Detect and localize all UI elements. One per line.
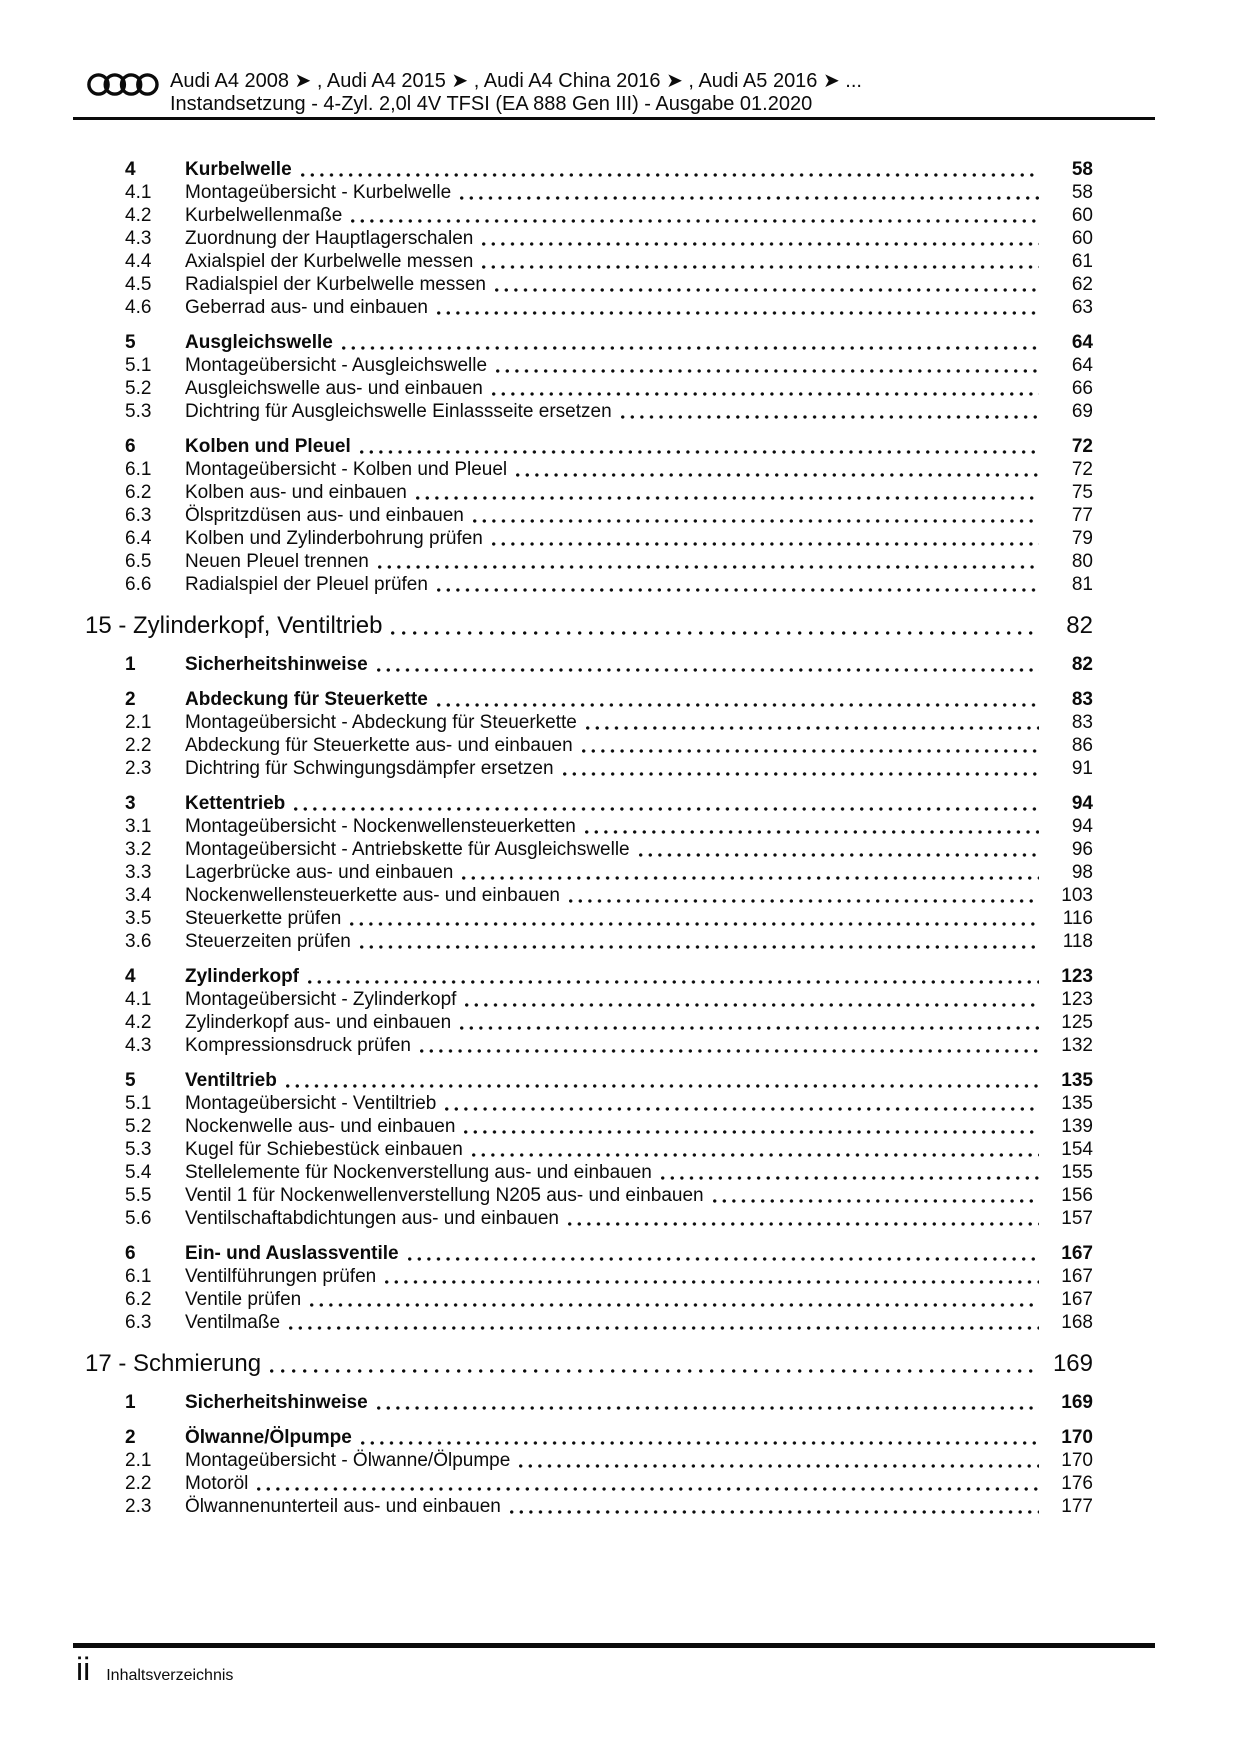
toc-entry-title: Zylinderkopf [185,966,300,987]
toc-entry-number: 6.5 [125,551,152,572]
toc-entry-title: Ausgleichswelle [185,332,333,353]
toc-row [85,815,1093,838]
toc-entry-number: 6.2 [125,482,152,503]
dot-leader [492,377,1039,400]
dot-leader [377,653,1039,676]
dot-leader [472,1138,1039,1161]
toc-entry-page: 167 [1061,1289,1093,1310]
toc-row [85,792,1093,815]
audi-rings-icon [87,71,159,98]
toc-entry-title: Ventilführungen prüfen [185,1266,377,1287]
toc-entry-page: 94 [1071,793,1093,814]
dot-leader [482,250,1039,273]
toc-entry-title: Montageübersicht - Ausgleichswelle [185,355,488,376]
toc-entry-title: Ein- und Auslassventile [185,1243,399,1264]
dot-leader [310,1288,1039,1311]
dot-leader [661,1161,1039,1184]
toc-row [85,611,1093,641]
toc-entry-title: Dichtring für Ausgleichswelle Einlassseite ersetzen [185,401,612,422]
toc-entry-number: 4.2 [125,1012,152,1033]
toc-entry-page: 156 [1061,1185,1093,1206]
toc-row [85,907,1093,930]
dot-leader [378,550,1039,573]
toc-entry-number: 3.2 [125,839,152,860]
toc-row [85,1242,1093,1265]
toc-entry-page: 62 [1071,274,1093,295]
header-divider [73,117,1155,120]
toc-row [85,965,1093,988]
toc-row [85,1472,1093,1495]
toc-row [85,273,1093,296]
toc-entry-title: Neuen Pleuel trennen [185,551,369,572]
dot-leader [460,1011,1039,1034]
toc-entry-number: 4.3 [125,228,152,249]
toc-entry-page: 81 [1071,574,1093,595]
dot-leader [510,1495,1039,1518]
dot-leader [437,688,1039,711]
toc-row [85,861,1093,884]
toc-entry-title: Kompressionsdruck prüfen [185,1035,411,1056]
toc-entry-title: Montageübersicht - Antriebskette für Ausgleichswelle [185,839,630,860]
toc-entry-title: Ölwannenunterteil aus- und einbauen [185,1496,501,1517]
toc-entry-page: 58 [1071,182,1093,203]
dot-leader [437,573,1039,596]
toc-entry-page: 58 [1071,159,1093,180]
toc-entry-number: 6.1 [125,1266,152,1287]
dot-leader [519,1449,1039,1472]
toc-entry-title: Montageübersicht - Nockenwellensteuerketten [185,816,576,837]
toc-row [85,481,1093,504]
toc-entry-title: Stellelemente für Nockenverstellung aus- und einbauen [185,1162,652,1183]
toc-entry-number: 4.1 [125,989,152,1010]
toc-entry-number: 5.6 [125,1208,152,1229]
dot-leader [416,481,1039,504]
toc-row [85,1011,1093,1034]
toc-entry-title: Zuordnung der Hauptlagerschalen [185,228,474,249]
toc-entry-number: 6.3 [125,505,152,526]
toc-entry-page: 77 [1071,505,1093,526]
footer-section-label: Inhaltsverzeichnis [106,1667,234,1684]
dot-leader [289,1311,1039,1334]
toc-entry-number: 5.2 [125,1116,152,1137]
toc-row [85,400,1093,423]
dot-leader [308,965,1039,988]
dot-leader [585,815,1039,838]
dot-leader [408,1242,1039,1265]
toc-entry-title: Sicherheitshinweise [185,1392,368,1413]
toc-entry-page: 83 [1071,712,1093,733]
toc-entry-title: Ventil 1 für Nockenwellenverstellung N205 aus- und einbauen [185,1185,704,1206]
dot-leader [495,273,1039,296]
toc-entry-number: 1 [125,654,136,675]
toc-row [85,884,1093,907]
toc-row [85,1092,1093,1115]
toc-entry-title: Ventiltrieb [185,1070,277,1091]
toc-entry-title: Radialspiel der Kurbelwelle messen [185,274,486,295]
toc-entry-number: 3.3 [125,862,152,883]
page-footer [76,1652,233,1686]
dot-leader [462,861,1039,884]
toc-entry-title: 15 - Zylinderkopf, Ventiltrieb [85,612,383,639]
toc-entry-number: 3.6 [125,931,152,952]
toc-entry-page: 64 [1071,332,1093,353]
toc-row [85,296,1093,319]
toc-row [85,527,1093,550]
toc-row [85,181,1093,204]
toc-entry-number: 5 [125,1070,136,1091]
toc-entry-number: 6.2 [125,1289,152,1310]
toc-entry-page: 169 [1061,1392,1093,1413]
toc-entry-title: Ventile prüfen [185,1289,302,1310]
toc-row [85,1161,1093,1184]
toc-entry-page: 132 [1061,1035,1093,1056]
toc-entry-page: 169 [1052,1350,1093,1377]
toc-entry-page: 72 [1071,459,1093,480]
toc-entry-title: Steuerkette prüfen [185,908,342,929]
toc-row [85,1495,1093,1518]
toc-entry-page: 168 [1061,1312,1093,1333]
toc-row [85,930,1093,953]
toc-row [85,734,1093,757]
toc-entry-title: Kettentrieb [185,793,286,814]
toc-entry-title: Ventilmaße [185,1312,281,1333]
toc-entry-title: Montageübersicht - Kurbelwelle [185,182,452,203]
dot-leader [420,1034,1039,1057]
toc-entry-page: 170 [1061,1427,1093,1448]
toc-entry-number: 4.3 [125,1035,152,1056]
toc-entry-number: 5.3 [125,401,152,422]
toc-entry-number: 6.6 [125,574,152,595]
toc-entry-page: 135 [1061,1093,1093,1114]
toc-entry-number: 4 [125,966,136,987]
toc-row [85,1265,1093,1288]
toc-entry-title: Montageübersicht - Ölwanne/Ölpumpe [185,1450,511,1471]
toc-entry-page: 72 [1071,436,1093,457]
dot-leader [385,1265,1039,1288]
toc-entry-title: Kurbelwellenmaße [185,205,343,226]
toc-entry-title: Ölspritzdüsen aus- und einbauen [185,505,464,526]
dot-leader [294,792,1039,815]
toc-entry-title: Montageübersicht - Abdeckung für Steuerkette [185,712,577,733]
toc-entry-title: Abdeckung für Steuerkette [185,689,428,710]
toc-entry-page: 116 [1062,908,1093,929]
toc-entry-number: 5.2 [125,378,152,399]
toc-entry-page: 82 [1066,612,1093,639]
toc-row [85,458,1093,481]
toc-entry-number: 5.3 [125,1139,152,1160]
toc-entry-title: Ausgleichswelle aus- und einbauen [185,378,483,399]
toc-row [85,158,1093,181]
dot-leader [582,734,1039,757]
dot-leader [377,1391,1039,1414]
toc-entry-page: 96 [1071,839,1093,860]
toc-entry-number: 3.4 [125,885,152,906]
dot-leader [492,527,1039,550]
toc-entry-page: 64 [1071,355,1093,376]
toc-row [85,757,1093,780]
toc-entry-number: 4.5 [125,274,152,295]
toc-entry-title: Motoröl [185,1473,249,1494]
table-of-contents [85,146,1093,1518]
toc-row [85,504,1093,527]
toc-row [85,1311,1093,1334]
toc-entry-page: 83 [1071,689,1093,710]
dot-leader [257,1472,1039,1495]
toc-entry-title: Kugel für Schiebestück einbauen [185,1139,463,1160]
toc-row [85,573,1093,596]
toc-entry-title: 17 - Schmierung [85,1350,262,1377]
toc-entry-number: 4 [125,159,136,180]
header-subtitle-line: Instandsetzung - 4-Zyl. 2,0l 4V TFSI (EA 888 Gen III) - Ausgabe 01.2020 [170,93,813,115]
toc-row [85,1069,1093,1092]
toc-entry-title: Zylinderkopf aus- und einbauen [185,1012,452,1033]
toc-entry-number: 5 [125,332,136,353]
toc-row [85,1288,1093,1311]
toc-entry-page: 98 [1071,862,1093,883]
toc-row [85,1426,1093,1449]
dot-leader [586,711,1039,734]
toc-entry-page: 66 [1071,378,1093,399]
footer-divider [73,1643,1155,1648]
toc-row [85,250,1093,273]
toc-entry-page: 60 [1071,228,1093,249]
toc-row [85,1349,1093,1379]
toc-entry-number: 5.1 [125,1093,152,1114]
toc-entry-page: 135 [1061,1070,1093,1091]
toc-row [85,711,1093,734]
toc-entry-page: 103 [1061,885,1093,906]
toc-entry-page: 61 [1071,251,1093,272]
toc-entry-page: 157 [1061,1208,1093,1229]
toc-row [85,653,1093,676]
toc-row [85,1034,1093,1057]
toc-entry-title: Steuerzeiten prüfen [185,931,351,952]
toc-entry-page: 139 [1061,1116,1093,1137]
toc-entry-number: 2.3 [125,1496,152,1517]
toc-entry-title: Sicherheitshinweise [185,654,368,675]
toc-row [85,688,1093,711]
toc-entry-title: Kolben und Pleuel [185,436,351,457]
toc-entry-page: 91 [1071,758,1093,779]
toc-entry-title: Kolben und Zylinderbohrung prüfen [185,528,483,549]
dot-leader [360,435,1039,458]
toc-entry-number: 5.5 [125,1185,152,1206]
dot-leader [569,884,1039,907]
toc-entry-number: 2 [125,689,136,710]
dot-leader [563,757,1039,780]
toc-row [85,435,1093,458]
dot-leader [482,227,1039,250]
toc-entry-number: 6.1 [125,459,152,480]
toc-entry-number: 2.2 [125,1473,152,1494]
toc-entry-number: 5.1 [125,355,152,376]
toc-entry-number: 5.4 [125,1162,152,1183]
toc-entry-title: Lagerbrücke aus- und einbauen [185,862,454,883]
header-text [170,70,862,116]
toc-entry-number: 4.2 [125,205,152,226]
toc-entry-page: 82 [1071,654,1093,675]
toc-row [85,204,1093,227]
toc-entry-number: 3 [125,793,136,814]
toc-entry-number: 2.2 [125,735,152,756]
dot-leader [496,354,1039,377]
dot-leader [350,907,1039,930]
toc-entry-number: 6 [125,436,136,457]
dot-leader [361,1426,1039,1449]
toc-row [85,354,1093,377]
toc-entry-page: 167 [1061,1243,1093,1264]
toc-entry-number: 3.1 [125,816,152,837]
dot-leader [286,1069,1039,1092]
toc-entry-page: 177 [1061,1496,1093,1517]
toc-entry-page: 154 [1061,1139,1093,1160]
toc-entry-page: 123 [1061,966,1093,987]
toc-entry-page: 94 [1071,816,1093,837]
toc-row [85,838,1093,861]
toc-entry-number: 1 [125,1392,136,1413]
toc-entry-page: 69 [1071,401,1093,422]
dot-leader [301,158,1039,181]
toc-row [85,1115,1093,1138]
dot-leader [391,611,1039,641]
toc-row [85,1184,1093,1207]
toc-entry-title: Kolben aus- und einbauen [185,482,407,503]
toc-row [85,1391,1093,1414]
toc-row [85,1207,1093,1230]
toc-entry-page: 80 [1071,551,1093,572]
toc-entry-title: Abdeckung für Steuerkette aus- und einbauen [185,735,573,756]
toc-entry-title: Ventilschaftabdichtungen aus- und einbauen [185,1208,559,1229]
dot-leader [568,1207,1039,1230]
toc-entry-number: 4.6 [125,297,152,318]
toc-entry-page: 167 [1061,1266,1093,1287]
toc-entry-page: 118 [1062,931,1093,952]
toc-entry-page: 60 [1071,205,1093,226]
dot-leader [445,1092,1039,1115]
toc-entry-page: 75 [1071,482,1093,503]
toc-entry-title: Ölwanne/Ölpumpe [185,1427,352,1448]
dot-leader [639,838,1039,861]
toc-entry-number: 6 [125,1243,136,1264]
toc-entry-number: 2.1 [125,712,152,733]
dot-leader [465,988,1039,1011]
header-models-line: Audi A4 2008 ➤ , Audi A4 2015 ➤ , Audi A4 China 2016 ➤ , Audi A5 2016 ➤ ... [170,70,862,92]
toc-entry-page: 125 [1061,1012,1093,1033]
footer-page-number: ii [76,1651,91,1687]
toc-entry-title: Kurbelwelle [185,159,292,180]
toc-entry-page: 63 [1071,297,1093,318]
toc-entry-number: 2.3 [125,758,152,779]
toc-row [85,377,1093,400]
toc-entry-title: Nockenwellensteuerkette aus- und einbauen [185,885,560,906]
dot-leader [621,400,1039,423]
toc-entry-page: 176 [1061,1473,1093,1494]
toc-row [85,1449,1093,1472]
toc-entry-title: Montageübersicht - Kolben und Pleuel [185,459,508,480]
toc-entry-number: 2.1 [125,1450,152,1471]
toc-entry-page: 170 [1061,1450,1093,1471]
toc-row [85,988,1093,1011]
toc-entry-page: 79 [1071,528,1093,549]
toc-row [85,227,1093,250]
toc-row [85,550,1093,573]
toc-entry-number: 4.4 [125,251,152,272]
toc-row [85,1138,1093,1161]
dot-leader [351,204,1039,227]
toc-entry-number: 3.5 [125,908,152,929]
toc-entry-title: Geberrad aus- und einbauen [185,297,428,318]
toc-entry-title: Radialspiel der Pleuel prüfen [185,574,428,595]
dot-leader [342,331,1039,354]
dot-leader [460,181,1039,204]
dot-leader [464,1115,1039,1138]
toc-entry-page: 123 [1061,989,1093,1010]
toc-entry-title: Montageübersicht - Zylinderkopf [185,989,457,1010]
toc-entry-title: Dichtring für Schwingungsdämpfer ersetzen [185,758,554,779]
toc-row [85,331,1093,354]
toc-entry-number: 4.1 [125,182,152,203]
toc-entry-title: Axialspiel der Kurbelwelle messen [185,251,474,272]
toc-entry-number: 2 [125,1427,136,1448]
dot-leader [713,1184,1039,1207]
toc-entry-page: 86 [1071,735,1093,756]
dot-leader [437,296,1039,319]
toc-entry-title: Montageübersicht - Ventiltrieb [185,1093,437,1114]
toc-entry-number: 6.3 [125,1312,152,1333]
toc-entry-title: Nockenwelle aus- und einbauen [185,1116,456,1137]
dot-leader [270,1349,1039,1379]
dot-leader [360,930,1039,953]
dot-leader [516,458,1039,481]
dot-leader [473,504,1039,527]
toc-entry-page: 155 [1061,1162,1093,1183]
toc-entry-number: 6.4 [125,528,152,549]
